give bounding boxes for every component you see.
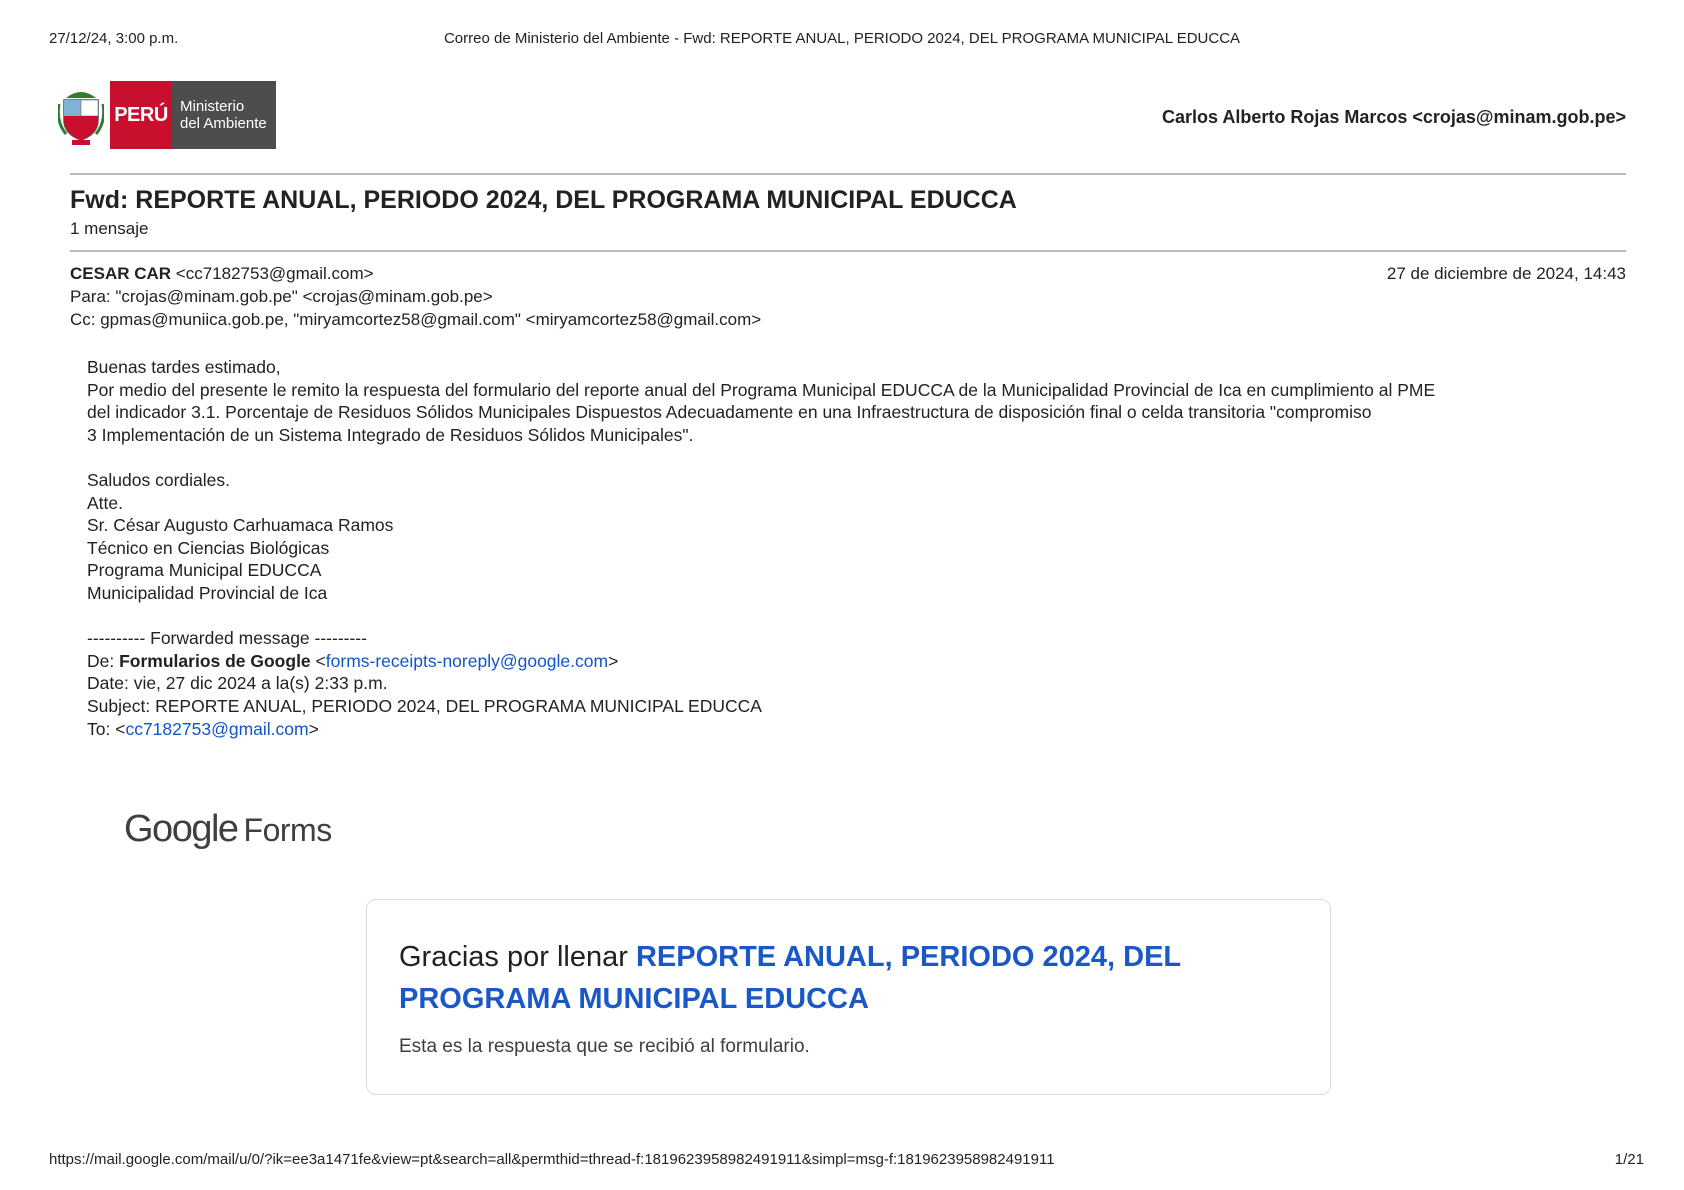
message-body (87, 356, 1607, 740)
signature-title: Técnico en Ciencias Biológicas (87, 537, 330, 558)
ministry-logo (58, 80, 276, 150)
card-subtitle: Esta es la respuesta que se recibió al formulario. (399, 1036, 810, 1057)
signature-name: Sr. César Augusto Carhuamaca Ramos (87, 515, 394, 536)
message-cc: Cc: gpmas@muniica.gob.pe, "miryamcortez58@gmail.com" <miryamcortez58@gmail.com> (70, 310, 762, 329)
sender-email: <cc7182753@gmail.com> (171, 264, 374, 283)
signature-org: Municipalidad Provincial de Ica (87, 582, 328, 603)
greeting: Buenas tardes estimado, (87, 357, 281, 377)
forwarded-date: Date: vie, 27 dic 2024 a la(s) 2:33 p.m. (87, 673, 388, 694)
body-line-3: 3 Implementación de un Sistema Integrado de Residuos Sólidos Municipales". (87, 424, 694, 445)
forwarded-header: ---------- Forwarded message --------- (87, 628, 367, 649)
body-line-1: Por medio del presente le remito la respuesta del formulario del reporte anual del Programa Municipal EDUCCA de la Municipalidad Provincial de Ica en cumplimiento al PME (87, 379, 1436, 400)
print-header (0, 30, 1684, 50)
print-title: Correo de Ministerio del Ambiente - Fwd: REPORTE ANUAL, PERIODO 2024, DEL PROGRAMA MUNICIPAL EDUCCA (443, 30, 1241, 47)
footer-url: https://mail.google.com/mail/u/0/?ik=ee3a1471fe&view=pt&search=all&permthid=thread-f:1819623958982491911&simpl=msg-f:1819623958982491911 (49, 1151, 1055, 1168)
forwarded-to: To: <cc7182753@gmail.com> (87, 718, 319, 739)
forwarded-from-name: Formularios de Google (119, 650, 311, 671)
page-number: 1/21 (1614, 1151, 1644, 1168)
form-response-card (366, 899, 1331, 1095)
message-count: 1 mensaje (70, 219, 149, 238)
thread-subject: Fwd: REPORTE ANUAL, PERIODO 2024, DEL PROGRAMA MUNICIPAL EDUCCA (70, 186, 1017, 214)
subject-divider (70, 250, 1626, 252)
ministry-name-line2: del Ambiente (180, 115, 267, 132)
forwarded-from-email-link[interactable]: forms-receipts-noreply@google.com (325, 650, 609, 671)
message-sender (70, 264, 374, 284)
atte: Atte. (87, 492, 123, 513)
forwarded-to-email-link[interactable]: cc7182753@gmail.com (125, 718, 309, 739)
ministry-name (172, 81, 276, 149)
header-divider (70, 173, 1626, 175)
signature-program: Programa Municipal EDUCCA (87, 560, 322, 581)
google-forms-logo (124, 808, 332, 851)
card-title (399, 936, 1259, 1020)
coat-of-arms-icon (58, 84, 104, 146)
sender-name: CESAR CAR (70, 264, 172, 283)
form-name-link[interactable]: REPORTE ANUAL, PERIODO 2024, DEL PROGRAMA MUNICIPAL EDUCCA (399, 941, 1181, 1015)
closing: Saludos cordiales. (87, 469, 230, 490)
message-to: Para: "crojas@minam.gob.pe" <crojas@minam.gob.pe> (70, 287, 493, 306)
google-logo-text: Google (124, 808, 238, 850)
print-datetime: 27/12/24, 3:00 p.m. (49, 30, 179, 47)
message-date: 27 de diciembre de 2024, 14:43 (1386, 264, 1626, 283)
forwarded-subject: Subject: REPORTE ANUAL, PERIODO 2024, DEL PROGRAMA MUNICIPAL EDUCCA (87, 695, 762, 716)
peru-badge: PERÚ (110, 81, 172, 149)
account-name: Carlos Alberto Rojas Marcos <crojas@minam.gob.pe> (1161, 107, 1626, 127)
ministry-name-line1: Ministerio (180, 98, 245, 115)
forms-logo-text: Forms (243, 812, 332, 848)
forwarded-from: De: Formularios de Google <forms-receipts-noreply@google.com> (87, 650, 619, 671)
card-title-prefix: Gracias por llenar (399, 941, 636, 973)
body-line-2: del indicador 3.1. Porcentaje de Residuos Sólidos Municipales Dispuestos Adecuadamente en una Infraestructura de disposición final o celda transitoria "compromiso (87, 402, 1372, 423)
